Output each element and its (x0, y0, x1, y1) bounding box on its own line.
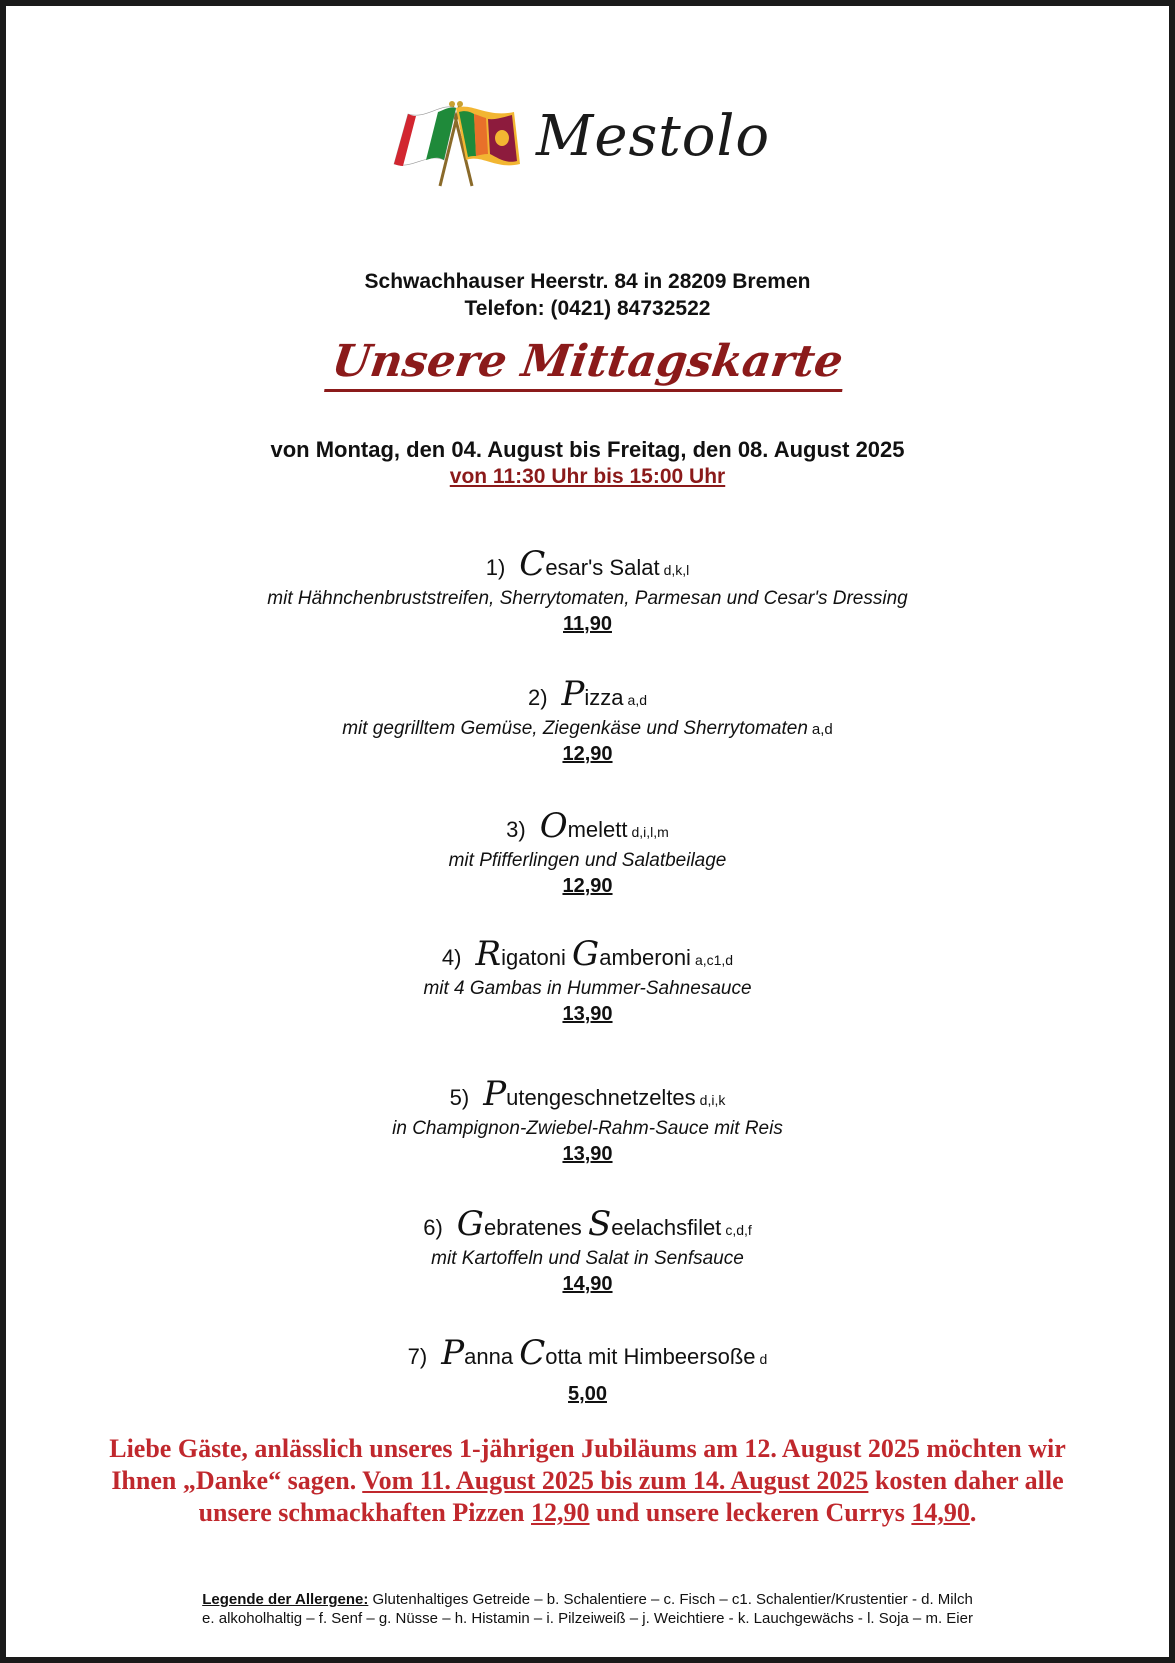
allergen-codes: a,d (811, 721, 833, 738)
date-range: von Montag, den 04. August bis Freitag, den 08. August 2025 (270, 437, 905, 462)
menu-page (6, 6, 1169, 1657)
menu-item-number: 4) (441, 945, 462, 970)
menu-item-word: igatoni (501, 945, 566, 970)
allergen-codes: c,d,f (725, 1222, 752, 1238)
menu-item-description (6, 978, 1169, 1000)
decorative-initial: P (561, 674, 585, 714)
menu-item-word: esar's Salat (545, 555, 660, 580)
decorative-initial: G (572, 934, 600, 974)
menu-item-number: 1) (485, 555, 506, 580)
menu-item-description-text: mit Pfifferlingen und Salatbeilage (448, 850, 727, 871)
opening-hours: von 11:30 Uhr bis 15:00 Uhr (449, 465, 726, 488)
menu-item-word: ebratenes (483, 1215, 582, 1240)
menu-item (6, 544, 1169, 636)
sri-lankan-flag-icon (456, 107, 520, 166)
menu-item-description-text: in Champignon-Zwiebel-Rahm-Sauce mit Reis (392, 1118, 783, 1139)
menu-item-description-text: mit Kartoffeln und Salat in Senfsauce (431, 1248, 744, 1269)
legend-heading: Legende der Allergene: (202, 1591, 369, 1608)
menu-item-description (6, 1118, 1169, 1140)
allergen-codes: d,i,l,m (631, 824, 669, 840)
menu-item-price: 13,90 (562, 1003, 613, 1025)
menu-item-description-text: mit gegrilltem Gemüse, Ziegenkäse und Sherrytomaten (342, 718, 808, 739)
menu-item-name (6, 1333, 1169, 1373)
menu-item-word: eelachsfilet (611, 1215, 722, 1240)
menu-item-name (6, 674, 1169, 714)
decorative-initial: C (519, 544, 546, 584)
menu-item (6, 934, 1169, 1026)
notice-text: . (969, 1498, 977, 1527)
allergen-codes: a,d (627, 692, 648, 708)
notice-pizza-price: 12,90 (531, 1498, 590, 1527)
menu-item (6, 1074, 1169, 1166)
decorative-initial: P (483, 1074, 507, 1114)
menu-item-word: utengeschnetzeltes (506, 1085, 696, 1110)
notice-text: Liebe Gäste, anlässlich unseres 1-jährigen Jubiläums am 12. August 2025 möchten wir Ihnen „Danke“ sagen. (109, 1434, 1066, 1495)
legend-line-2: e. alkoholhaltig – f. Senf – g. Nüsse – h. Histamin – i. Pilzeiweiß – j. Weichtiere - k. Lauchgewächs - l. Soja – m. Eier (202, 1610, 973, 1627)
anniversary-notice (106, 1433, 1069, 1529)
menu-item-number: 2) (527, 685, 548, 710)
menu-item-price: 14,90 (562, 1273, 613, 1295)
menu-item-number: 6) (423, 1215, 443, 1240)
allergen-codes: d,k,l (663, 562, 690, 578)
menu-item-word: anna (464, 1344, 514, 1369)
menu-item-description (6, 588, 1169, 610)
crossed-flags-icon (386, 98, 526, 188)
allergen-codes: d,i,k (699, 1092, 726, 1108)
menu-item-price: 5,00 (568, 1383, 607, 1405)
menu-item-word: melett (567, 817, 628, 842)
menu-item-name (6, 934, 1169, 974)
address-block (6, 268, 1169, 322)
menu-item-name (6, 1074, 1169, 1114)
legend-line-1: Glutenhaltiges Getreide – b. Schalentiere – c. Fisch – c1. Schalentier/Krustentier - d. Milch (368, 1591, 973, 1608)
menu-item-word: otta mit Himbeersoße (545, 1344, 756, 1369)
decorative-initial: G (456, 1204, 484, 1244)
brand-name: Mestolo (536, 104, 771, 169)
logo (386, 98, 786, 188)
address-line: Schwachhauser Heerstr. 84 in 28209 Bremen (364, 270, 811, 293)
menu-item-description (6, 718, 1169, 740)
menu-item-name (6, 544, 1169, 584)
menu-item-description (6, 1248, 1169, 1270)
notice-text: kosten daher alle unsere schmackhaften Pizzen (198, 1466, 1064, 1527)
phone-line: Telefon: (0421) 84732522 (464, 297, 711, 320)
menu-item-number: 3) (506, 817, 526, 842)
menu-item-price: 13,90 (562, 1143, 613, 1165)
menu-item-price: 11,90 (563, 613, 612, 635)
allergen-legend (66, 1590, 1109, 1628)
decorative-initial: R (475, 934, 502, 974)
menu-item (6, 806, 1169, 898)
decorative-initial: S (587, 1204, 612, 1244)
page-title (6, 336, 1169, 392)
menu-item-price: 12,90 (562, 743, 613, 765)
decorative-initial: P (441, 1333, 465, 1373)
notice-curry-price: 14,90 (911, 1498, 970, 1527)
menu-item-name (6, 1204, 1169, 1244)
menu-item-price: 12,90 (562, 875, 613, 897)
allergen-codes: a,c1,d (694, 952, 734, 968)
menu-item-word: amberoni (599, 945, 691, 970)
menu-item (6, 1333, 1169, 1406)
notice-period: Vom 11. August 2025 bis zum 14. August 2025 (362, 1466, 869, 1495)
menu-item-number: 5) (449, 1085, 470, 1110)
menu-item-description-text: mit 4 Gambas in Hummer-Sahnesauce (423, 978, 752, 999)
page-title-text: Unsere Mittagskarte (324, 336, 850, 392)
menu-item (6, 674, 1169, 766)
menu-item (6, 1204, 1169, 1296)
menu-item-name (6, 806, 1169, 846)
decorative-initial: O (539, 806, 568, 846)
menu-item-number: 7) (407, 1344, 428, 1369)
menu-item-description (6, 850, 1169, 872)
decorative-initial: C (519, 1333, 546, 1373)
menu-item-description-text: mit Hähnchenbruststreifen, Sherrytomaten, Parmesan und Cesar's Dressing (267, 588, 908, 609)
menu-item-word: izza (584, 685, 624, 710)
notice-text: und unsere leckeren Currys (589, 1498, 912, 1527)
allergen-codes: d (759, 1351, 768, 1367)
